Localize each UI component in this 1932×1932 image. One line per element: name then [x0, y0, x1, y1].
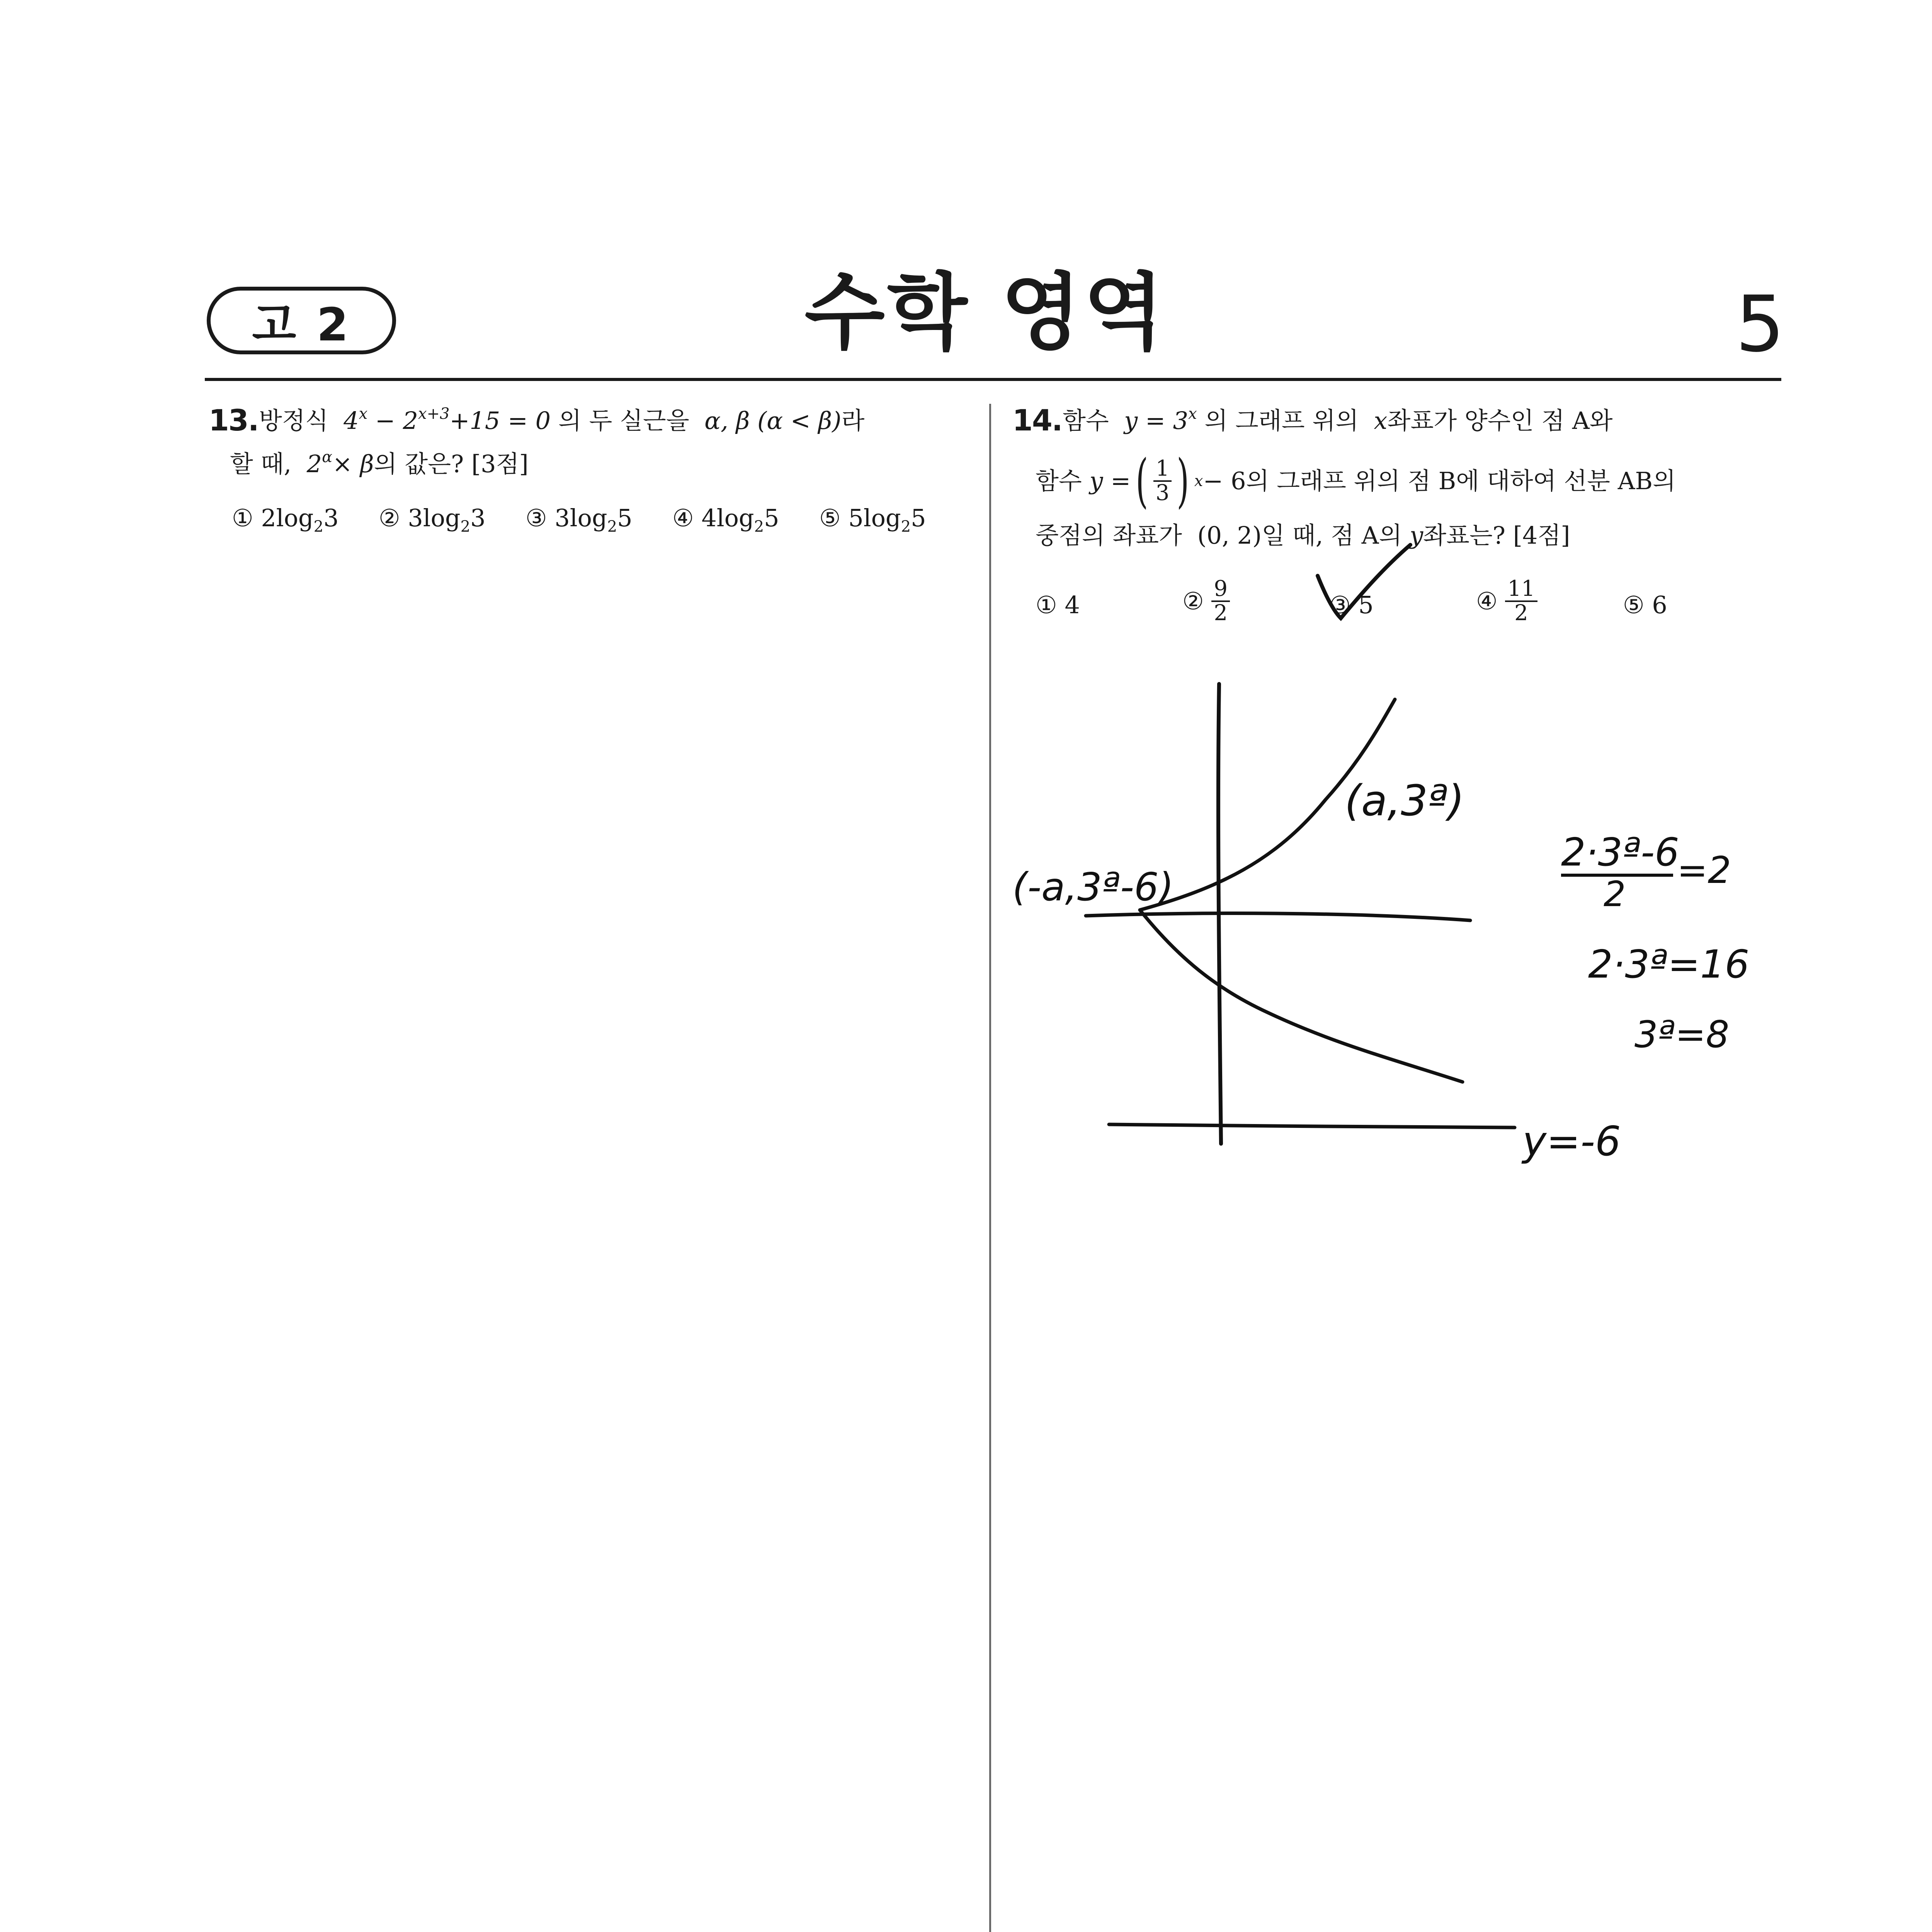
sketch-curve-decay [1140, 910, 1463, 1082]
problem-text-line-1: 방정식 $4^x - 2^{x+3}+15 = 0$ 의 두 실근을 α, β (α < β)라 [259, 405, 865, 435]
choice-5[interactable]: ⑤ $5\log_25$ [819, 504, 926, 536]
work-step-1-rhs: =2 [1677, 849, 1731, 892]
grade-label: 고 2 [252, 298, 351, 351]
choice-2[interactable]: ② $3\log_23$ [379, 504, 486, 536]
choice-3[interactable]: ③ 5 [1329, 591, 1374, 619]
choice-5[interactable]: ⑤ 6 [1623, 591, 1667, 619]
problem-text-line-2: 할 때, $2^\alpha\times \beta$의 값은? [3점] [230, 448, 529, 478]
choice-4[interactable]: ④ $\frac{11}{2}$ [1476, 578, 1537, 625]
sketch-asymptote [1109, 1124, 1515, 1128]
problem-text-line-2: 함수 y = ( $\frac{1}{3}$ ) x − 6 의 그래프 위의 점 B에 대하여 선분 AB의 [1036, 447, 1676, 515]
page-number: 5 [1735, 279, 1785, 369]
choice-1[interactable]: ① 4 [1036, 591, 1080, 619]
work-step-2: 2·3ª=16 [1588, 942, 1750, 987]
problem-number: 13. [209, 403, 259, 437]
page-title: 수학 영역 [804, 264, 1166, 361]
problem-number: 14. [1012, 403, 1062, 437]
problem-text-line-1: 함수 $y = 3^x$ 의 그래프 위의 x좌표가 양수인 점 A와 [1063, 405, 1613, 435]
label-asymptote: y=-6 [1522, 1118, 1621, 1165]
label-point-b: (-a,3ª-6) [1012, 864, 1174, 910]
choice-1[interactable]: ① $2\log_23$ [232, 504, 339, 536]
work-step-1-denominator: 2 [1604, 874, 1626, 915]
problem-text-line-3: 중점의 좌표가 (0, 2)일 때, 점 A의 y좌표는? [4점] [1036, 521, 1570, 549]
work-step-1-numerator: 2·3ª-6 [1561, 830, 1679, 875]
choice-4[interactable]: ④ $4\log_25$ [672, 504, 779, 536]
checkmark-icon [1318, 545, 1410, 618]
work-step-3: 3ª=8 [1634, 1014, 1730, 1056]
label-point-a: (a,3ª) [1345, 776, 1465, 825]
choice-3[interactable]: ③ $3\log_25$ [526, 504, 633, 536]
choice-2[interactable]: ② $\frac{9}{2}$ [1182, 578, 1230, 625]
